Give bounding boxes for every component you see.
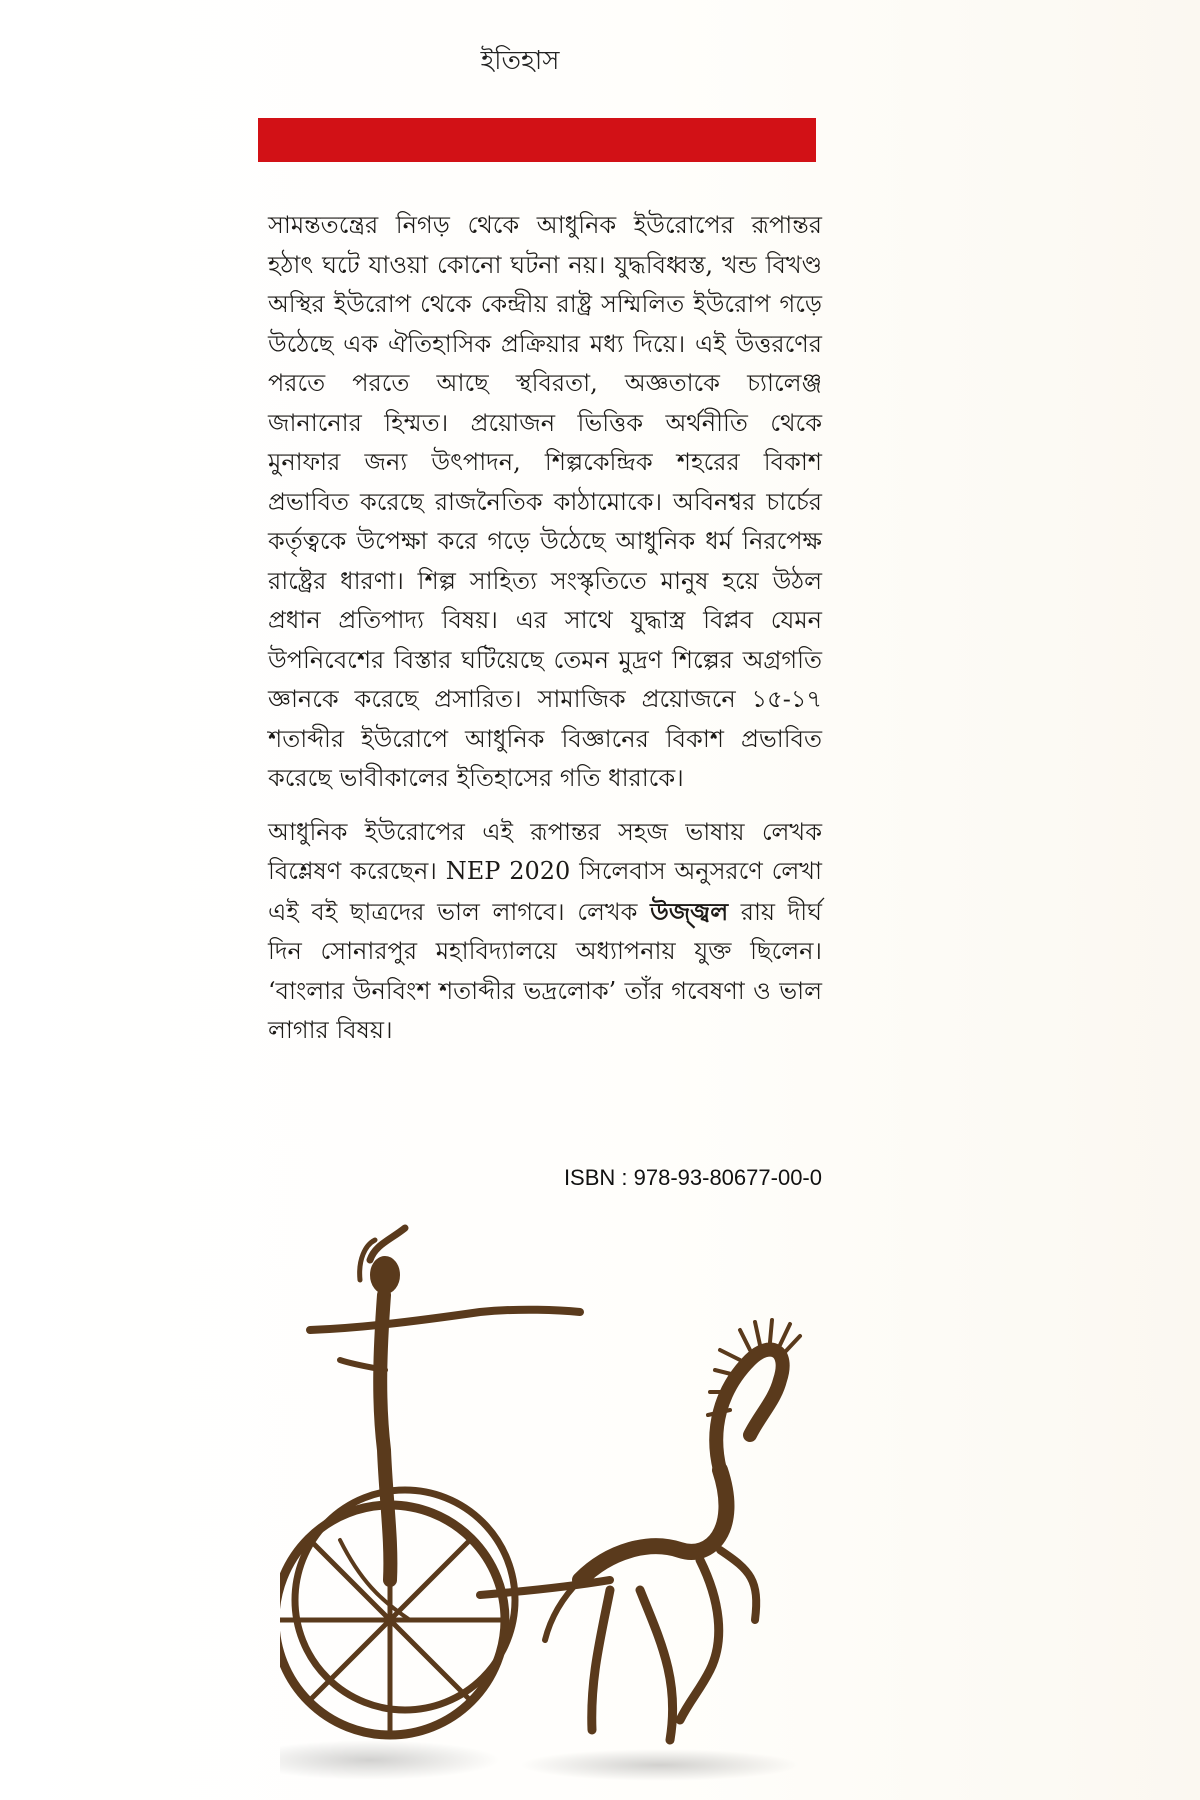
author-name: উজ্জ্বল <box>650 896 729 926</box>
blurb-paragraph-2-start: আধুনিক ইউরোপের এই রূপান্তর সহজ ভাষায় লেখক বিশ্লেষণ করেছেন। NEP 2020 সিলেবাস অনুসরণে লেখা এই বই ছাত্রদের ভাল লাগবে। লেখক <box>268 817 822 926</box>
back-cover-blurb <box>268 206 822 1065</box>
blurb-paragraph-2 <box>268 813 822 1051</box>
red-accent-band <box>258 118 816 162</box>
category-label: ইতিহাস <box>480 46 560 76</box>
blurb-paragraph-2-end: রায় দীর্ঘ দিন সোনারপুর মহাবিদ্যালয়ে অধ্যাপনায় যুক্ত ছিলেন। ‘বাংলার উনবিংশ শতাব্দীর ভদ্রলোক’ তাঁর গবেষণা ও ভাল লাগার বিষয়। <box>268 897 822 1044</box>
chariot-sculpture-image <box>280 1200 880 1800</box>
isbn-label: ISBN : 978-93-80677-00-0 <box>563 1165 822 1190</box>
blurb-paragraph-1: সামন্ততন্ত্রের নিগড় থেকে আধুনিক ইউরোপের রূপান্তর হঠাৎ ঘটে যাওয়া কোনো ঘটনা নয়। যুদ্ধবিধ্বস্ত, খন্ড বিখণ্ড অস্থির ইউরোপ থেকে কেন্দ্রীয় রাষ্ট্র সম্মিলিত ইউরোপ গড়ে উঠেছে এক ঐতিহাসিক প্রক্রিয়ার মধ্য দিয়ে। এই উত্তরণের পরতে পরতে আছে স্থবিরতা, অজ্ঞতাকে চ্যালেঞ্জ জানানোর হিম্মত। প্রয়োজন ভিত্তিক অর্থনীতি থেকে মুনাফার জন্য উৎপাদন, শিল্পকেন্দ্রিক শহরের বিকাশ প্রভাবিত করেছে রাজনৈতিক কাঠামোকে। অবিনশ্বর চার্চের কর্তৃত্বকে উপেক্ষা করে গড়ে উঠেছে আধুনিক ধর্ম নিরপেক্ষ রাষ্ট্রের ধারণা। শিল্প সাহিত্য সংস্কৃতিতে মানুষ হয়ে উঠল প্রধান প্রতিপাদ্য বিষয়। এর সাথে যুদ্ধাস্ত্র বিপ্লব যেমন উপনিবেশের বিস্তার ঘটিয়েছে তেমন মুদ্রণ শিল্পের অগ্রগতি জ্ঞানকে করেছে প্রসারিত। সামাজিক প্রয়োজনে ১৫-১৭ শতাব্দীর ইউরোপে আধুনিক বিজ্ঞানের বিকাশ প্রভাবিত করেছে ভাবীকালের ইতিহাসের গতি ধারাকে। <box>268 211 822 792</box>
